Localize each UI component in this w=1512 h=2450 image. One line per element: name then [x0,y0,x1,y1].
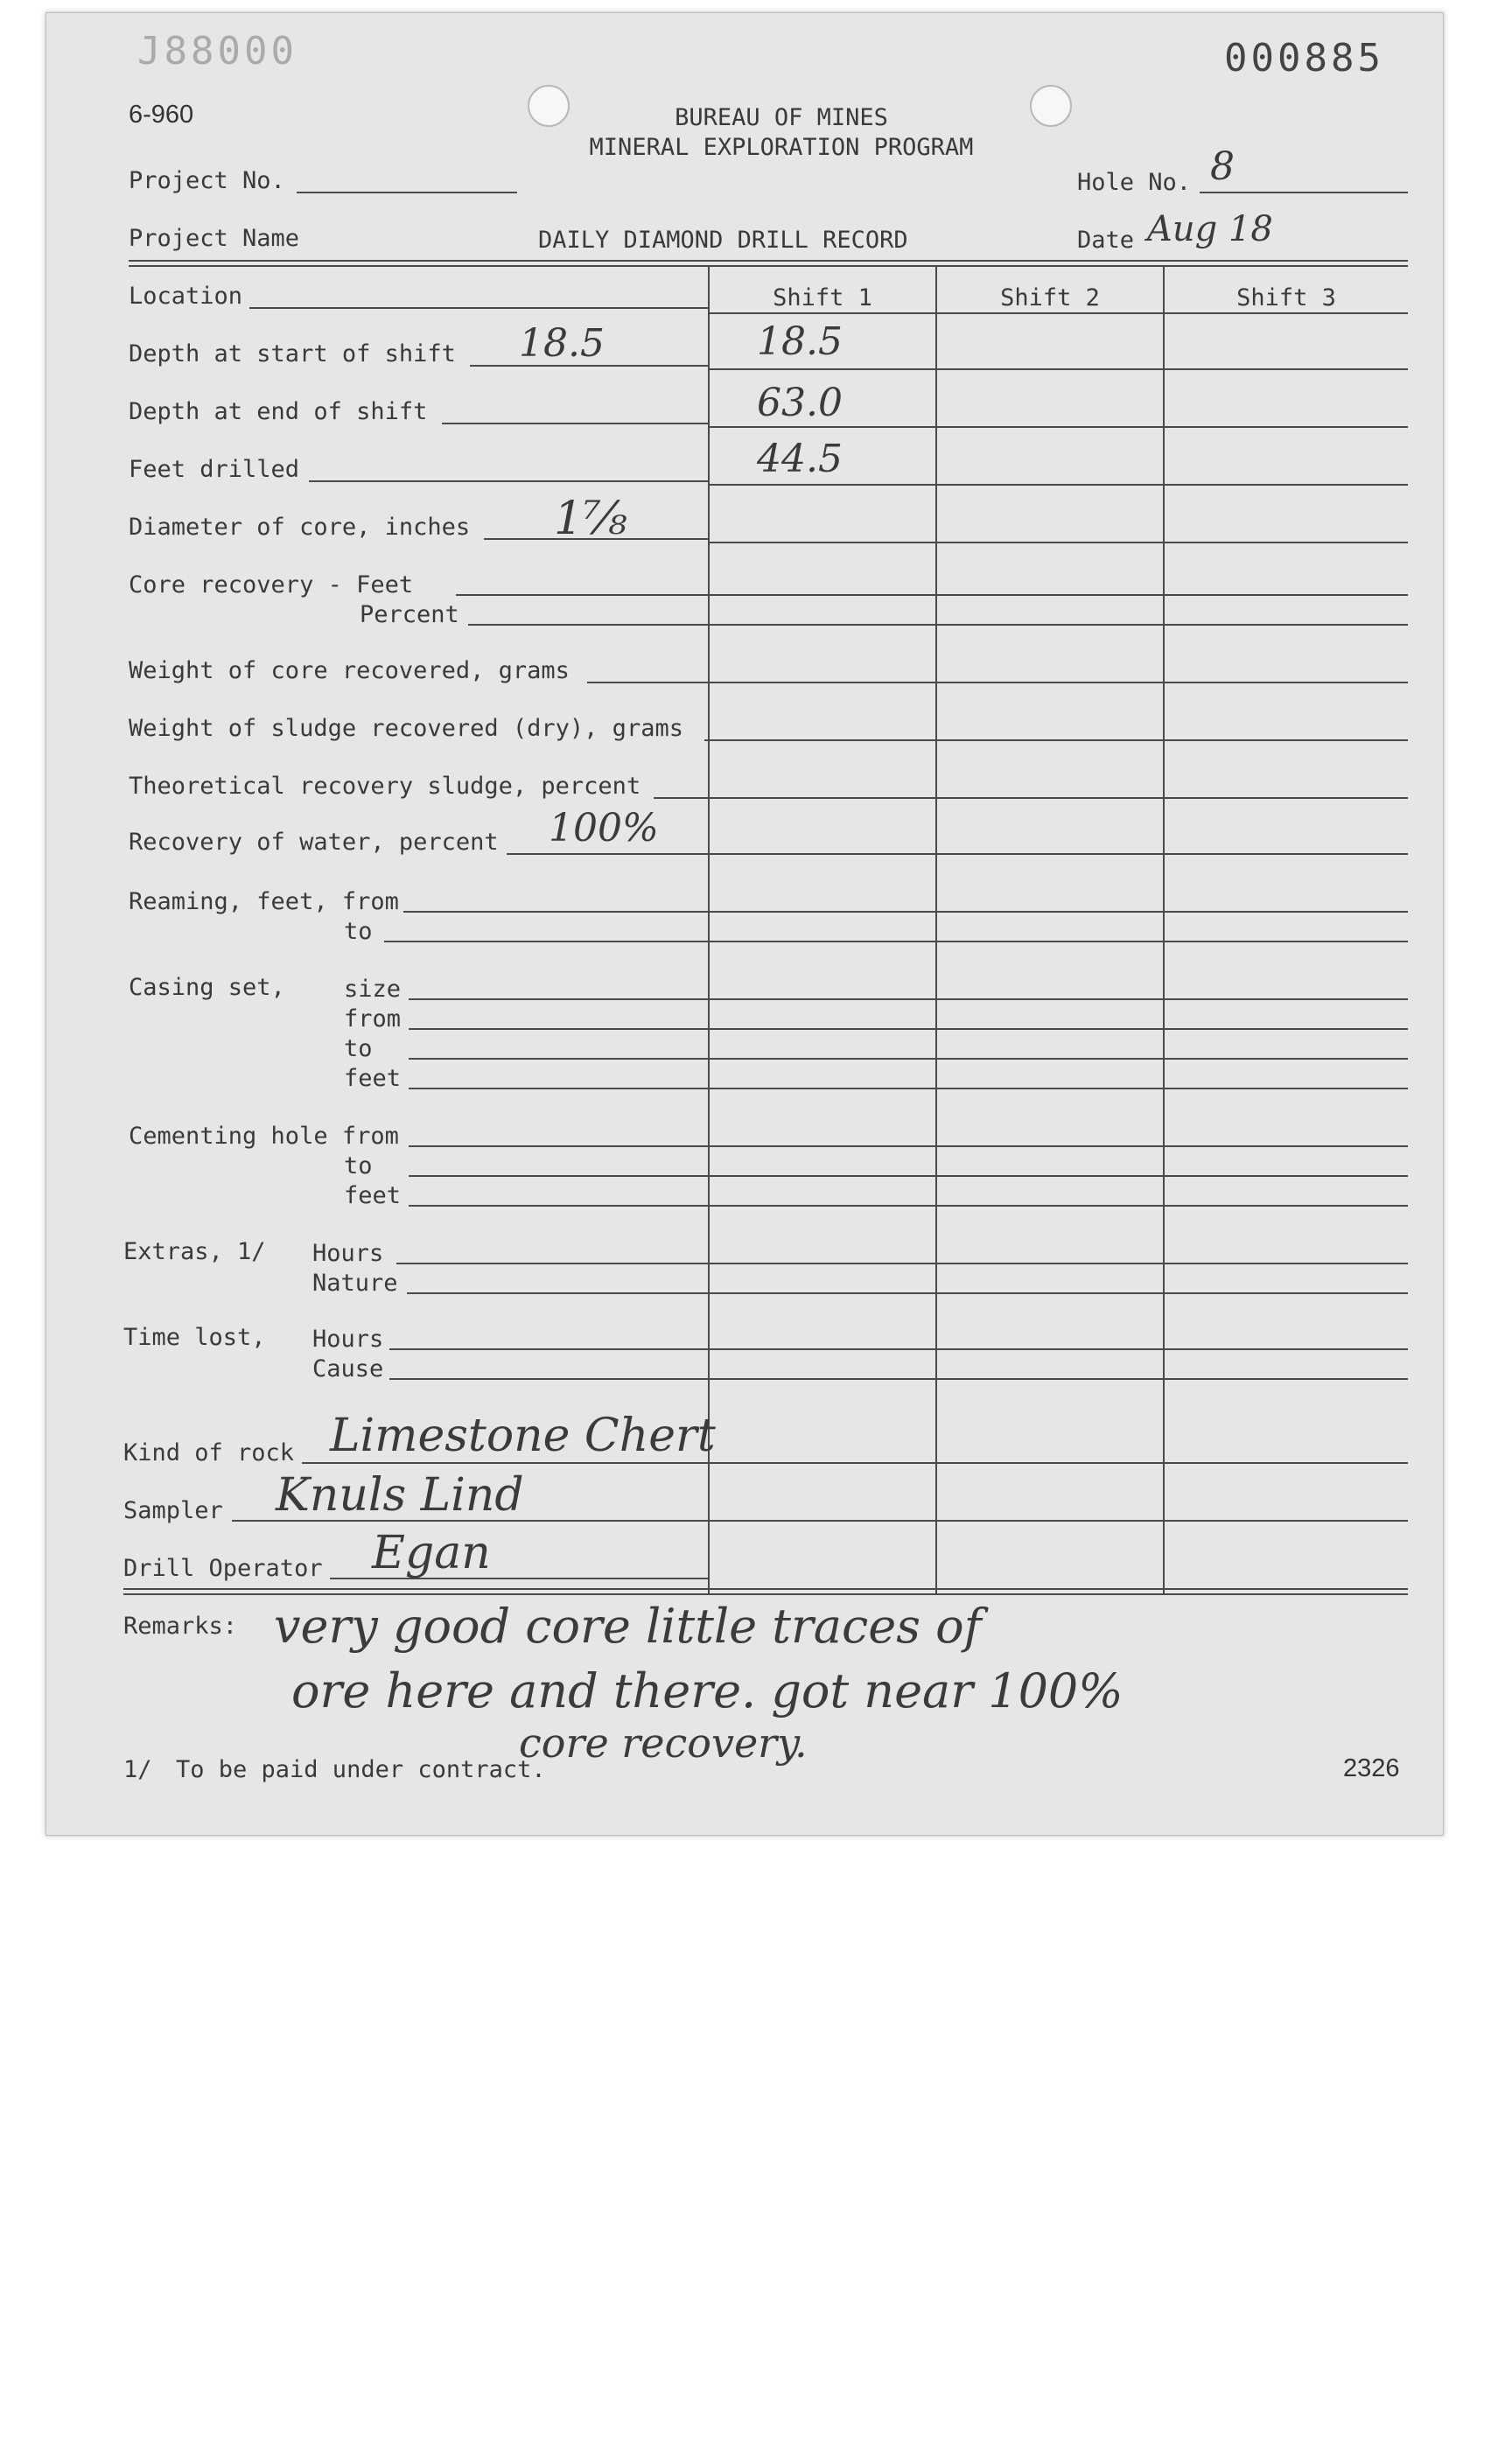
casing-from-line [409,1028,1408,1030]
depth-start-label: Depth at start of shift [129,340,456,368]
extras-nature-line [407,1292,1408,1294]
shift3-header: Shift 3 [1236,284,1336,312]
header-rule-bottom [129,265,1408,267]
casing-from-label: from [344,1005,402,1032]
location-line [249,307,708,309]
program-title: MINERAL EXPLORATION PROGRAM [589,134,974,161]
feet-drilled-label: Feet drilled [129,456,300,483]
casing-to-label: to [344,1035,373,1062]
diameter-row-line [708,542,1408,543]
footnote-text: To be paid under contract. [176,1756,546,1783]
shift2-header: Shift 2 [1000,284,1100,312]
depth-start-value: 18.5 [519,321,605,366]
cementing-to-line [409,1175,1408,1177]
location-label: Location [129,283,243,310]
core-recovery-line [456,594,1408,596]
page-code: 2326 [1343,1754,1400,1782]
record-title: DAILY DIAMOND DRILL RECORD [538,227,908,254]
feet-drilled-row-line [708,484,1408,486]
remarks-line-1: very good core little traces of [274,1599,982,1654]
water-value: 100% [549,806,659,850]
percent-line [468,624,1408,626]
depth-end-label: Depth at end of shift [129,398,428,425]
casing-size-line [409,998,1408,1000]
weight-core-label: Weight of core recovered, grams [129,657,570,684]
footer-rule-bottom [123,1593,1408,1595]
shift-header-line [708,312,1408,314]
hole-no-label: Hole No. [1077,169,1192,196]
extras-nature-label: Nature [312,1270,398,1297]
drill-operator-value: Egan [372,1527,491,1579]
time-lost-hours-line [389,1348,1408,1350]
reaming-to-line [384,941,1408,942]
casing-size-label: size [344,976,402,1003]
extras-label: Extras, 1/ [123,1238,266,1265]
feet-drilled-line [309,480,708,482]
column-divider-shift1 [708,267,710,1595]
casing-to-line [409,1058,1408,1060]
core-recovery-label: Core recovery - Feet [129,571,414,598]
theoretical-label: Theoretical recovery sludge, percent [129,773,641,800]
time-lost-label: Time lost, [123,1324,266,1351]
reaming-to-label: to [344,918,373,945]
diameter-value: 1⅞ [554,493,627,545]
footer-rule-top [123,1588,1408,1590]
agency-title: BUREAU OF MINES [675,104,888,131]
date-label: Date [1077,227,1135,254]
remarks-line-3: core recovery. [519,1719,808,1767]
kind-of-rock-label: Kind of rock [123,1439,295,1466]
theoretical-line [654,797,1408,799]
shift1-header: Shift 1 [773,284,872,312]
diameter-label: Diameter of core, inches [129,514,471,541]
project-name-label: Project Name [129,225,300,252]
project-no-line [297,192,517,193]
casing-feet-label: feet [344,1065,402,1092]
sampler-value: Knuls Lind [276,1469,524,1522]
depth-end-shift1-value: 63.0 [757,381,843,425]
weight-core-line [587,682,1408,683]
kind-of-rock-value: Limestone Chert [330,1410,716,1462]
header-rule-top [129,260,1408,262]
casing-feet-line [409,1088,1408,1089]
form-number: 6-960 [129,101,194,129]
kind-of-rock-line [302,1462,1408,1464]
depth-start-shift1-value: 18.5 [757,319,843,364]
column-divider-shift2 [935,267,937,1595]
remarks-label: Remarks: [123,1613,238,1640]
faded-stamp-number: J88000 [137,29,298,74]
time-lost-cause-line [389,1378,1408,1380]
date-value: Aug 18 [1147,209,1273,249]
reaming-label: Reaming, feet, from [129,888,399,915]
weight-sludge-label: Weight of sludge recovered (dry), grams [129,715,683,742]
hole-no-value: 8 [1210,144,1235,189]
footnote-marker: 1/ [123,1756,152,1783]
column-divider-shift3 [1163,267,1165,1595]
document-stamp-number: 000885 [1224,36,1384,80]
extras-hours-label: Hours [312,1240,384,1267]
hole-no-line [1200,192,1408,193]
weight-sludge-line [704,739,1408,741]
casing-label: Casing set, [129,974,285,1001]
project-no-label: Project No. [129,167,285,194]
cementing-to-label: to [344,1152,373,1180]
cementing-from-line [409,1145,1408,1147]
cementing-feet-label: feet [344,1182,402,1209]
drill-operator-label: Drill Operator [123,1555,323,1582]
reaming-from-line [403,911,1408,913]
time-lost-hours-label: Hours [312,1326,384,1353]
percent-label: Percent [360,601,459,628]
water-line [507,853,1408,855]
time-lost-cause-label: Cause [312,1355,384,1382]
cementing-feet-line [409,1205,1408,1207]
depth-start-row-line [708,368,1408,370]
sampler-label: Sampler [123,1497,223,1524]
depth-end-line [442,423,708,424]
depth-end-row-line [708,426,1408,428]
water-label: Recovery of water, percent [129,829,499,856]
extras-hours-line [396,1263,1408,1264]
feet-drilled-shift1-value: 44.5 [757,437,843,481]
remarks-line-2: ore here and there. got near 100% [291,1663,1124,1718]
cementing-label: Cementing hole from [129,1123,399,1150]
drill-record-form [46,12,1444,1836]
